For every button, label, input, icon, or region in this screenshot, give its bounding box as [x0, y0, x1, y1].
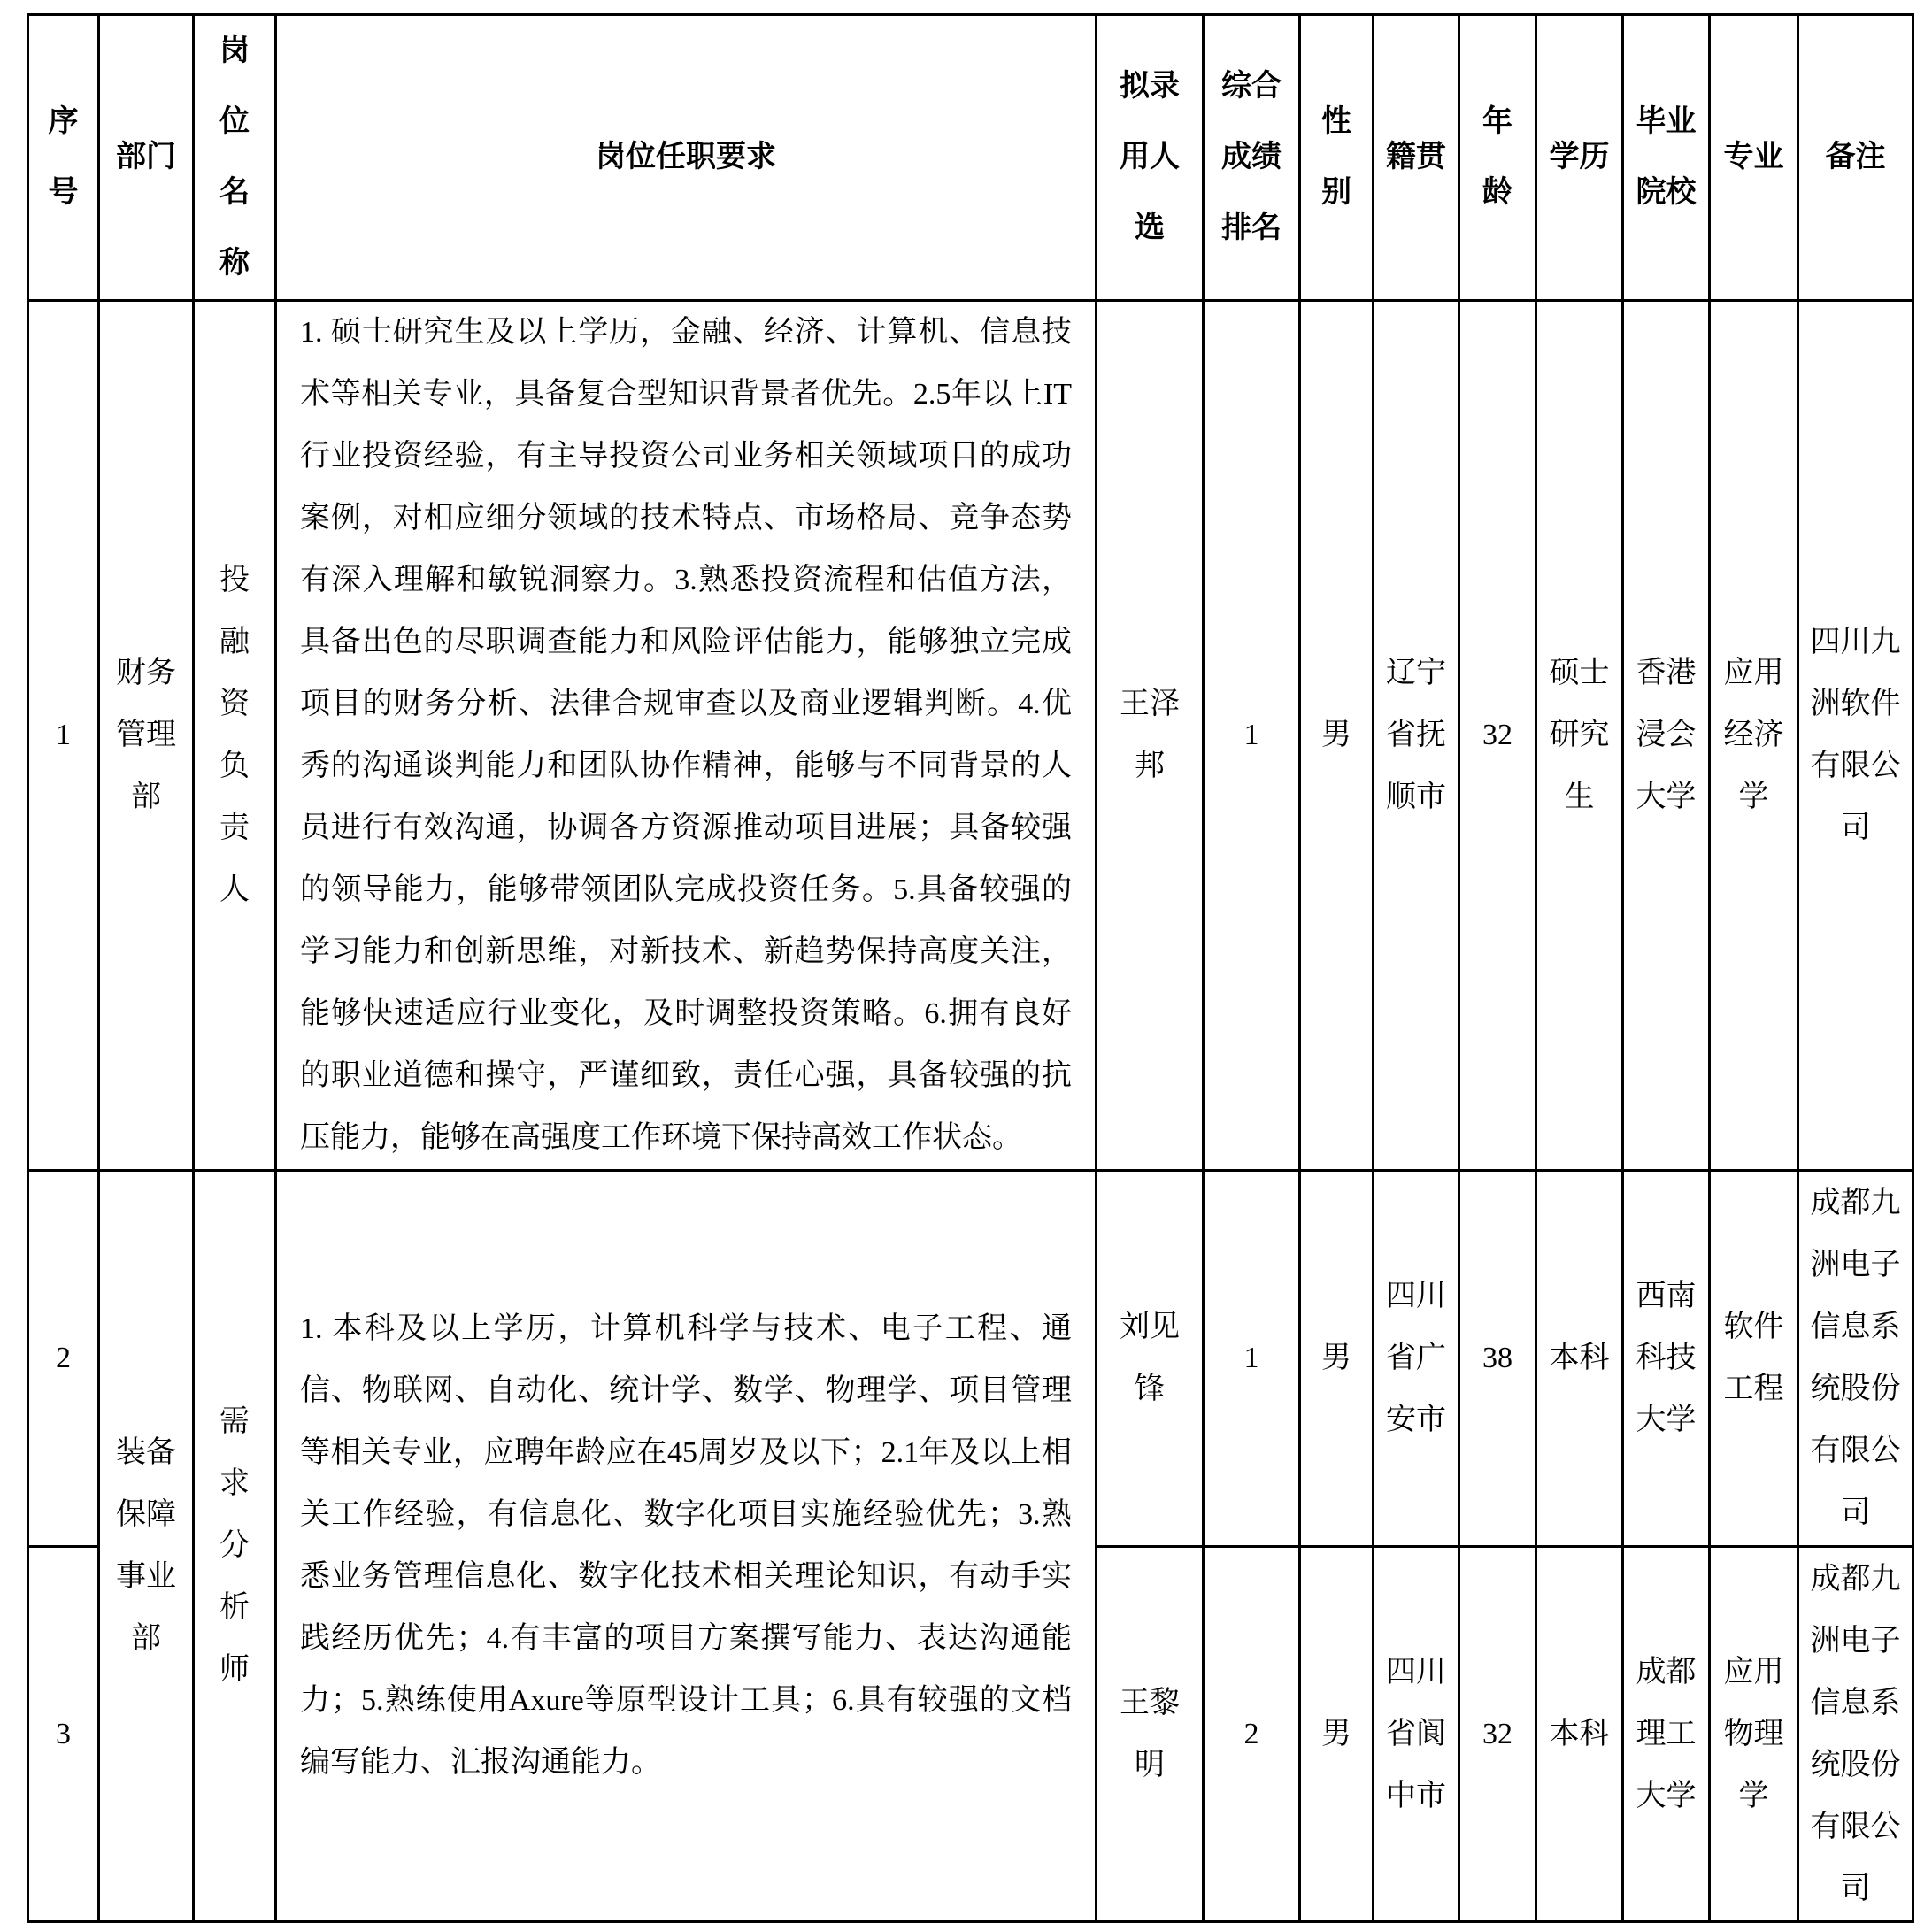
- row2-hometown-cell: 四川省广安市: [1374, 1171, 1459, 1547]
- header-hometown: 籍贯: [1374, 15, 1459, 301]
- row1-candidate-cell: 王泽邦: [1097, 301, 1204, 1171]
- row1-age-cell: 32: [1459, 301, 1536, 1171]
- row2-3-position-cell: 需求分析师: [194, 1171, 276, 1922]
- row2-major-cell: 软件工程: [1710, 1171, 1798, 1547]
- table-row-1: [28, 301, 1913, 1171]
- row1-note-cell: 四川九洲软件有限公司: [1798, 301, 1913, 1171]
- row1-position-cell: 投融资负责人: [194, 301, 276, 1171]
- header-position: 岗位名称: [194, 15, 276, 301]
- row1-rank-cell: 1: [1204, 301, 1300, 1171]
- row2-seq-cell: 2: [28, 1171, 99, 1547]
- row3-note-cell: 成都九洲电子信息系统股份有限公司: [1798, 1547, 1913, 1922]
- header-seq: 序号: [28, 15, 99, 301]
- row1-hometown-cell: 辽宁省抚顺市: [1374, 301, 1459, 1171]
- row3-age-cell: 32: [1459, 1547, 1536, 1922]
- table-row-2: [28, 1171, 1913, 1547]
- row1-gender-cell: 男: [1300, 301, 1374, 1171]
- row2-note-cell: 成都九洲电子信息系统股份有限公司: [1798, 1171, 1913, 1547]
- header-candidate: 拟录用人选: [1097, 15, 1204, 301]
- row2-school-cell: 西南科技大学: [1623, 1171, 1710, 1547]
- row3-seq-cell: 3: [28, 1547, 99, 1922]
- header-requirements: 岗位任职要求: [276, 15, 1097, 301]
- row2-education-cell: 本科: [1536, 1171, 1623, 1547]
- row3-education-cell: 本科: [1536, 1547, 1623, 1922]
- row2-3-department-cell: 装备保障事业部: [99, 1171, 194, 1922]
- header-major: 专业: [1710, 15, 1798, 301]
- row3-school-cell: 成都理工大学: [1623, 1547, 1710, 1922]
- row3-hometown-cell: 四川省阆中市: [1374, 1547, 1459, 1922]
- row1-major-cell: 应用经济学: [1710, 301, 1798, 1171]
- row3-rank-cell: 2: [1204, 1547, 1300, 1922]
- row3-gender-cell: 男: [1300, 1547, 1374, 1922]
- row1-requirements-cell: 1. 硕士研究生及以上学历，金融、经济、计算机、信息技术等相关专业，具备复合型知识背景者优先。2.5年以上IT行业投资经验，有主导投资公司业务相关领域项目的成功案例，对相应细分领域的技术特点、市场格局、竞争态势有深入理解和敏锐洞察力。3.熟悉投资流程和估值方法，具备出色的尽职调查能力和风险评估能力，能够独立完成项目的财务分析、法律合规审查以及商业逻辑判断。4.优秀的沟通谈判能力和团队协作精神，能够与不同背景的人员进行有效沟通，协调各方资源推动项目进展；具备较强的领导能力，能够带领团队完成投资任务。5.具备较强的学习能力和创新思维，对新技术、新趋势保持高度关注，能够快速适应行业变化，及时调整投资策略。6.拥有良好的职业道德和操守，严谨细致，责任心强，具备较强的抗压能力，能够在高强度工作环境下保持高效工作状态。: [276, 301, 1097, 1171]
- header-department: 部门: [99, 15, 194, 301]
- header-rank: 综合成绩排名: [1204, 15, 1300, 301]
- row2-candidate-cell: 刘见锋: [1097, 1171, 1204, 1547]
- row2-rank-cell: 1: [1204, 1171, 1300, 1547]
- header-age: 年龄: [1459, 15, 1536, 301]
- header-education: 学历: [1536, 15, 1623, 301]
- row2-gender-cell: 男: [1300, 1171, 1374, 1547]
- row1-department-cell: 财务管理部: [99, 301, 194, 1171]
- row1-school-cell: 香港浸会大学: [1623, 301, 1710, 1171]
- header-school: 毕业院校: [1623, 15, 1710, 301]
- row3-candidate-cell: 王黎明: [1097, 1547, 1204, 1922]
- header-note: 备注: [1798, 15, 1913, 301]
- recruitment-table: [27, 13, 1914, 1923]
- row2-age-cell: 38: [1459, 1171, 1536, 1547]
- header-gender: 性别: [1300, 15, 1374, 301]
- header-row: [28, 15, 1913, 301]
- row2-3-requirements-cell: 1. 本科及以上学历，计算机科学与技术、电子工程、通信、物联网、自动化、统计学、数学、物理学、项目管理等相关专业，应聘年龄应在45周岁及以下；2.1年及以上相关工作经验，有信息化、数字化项目实施经验优先；3.熟悉业务管理信息化、数字化技术相关理论知识，有动手实践经历优先；4.有丰富的项目方案撰写能力、表达沟通能力；5.熟练使用Axure等原型设计工具；6.具有较强的文档编写能力、汇报沟通能力。: [276, 1171, 1097, 1922]
- row1-education-cell: 硕士研究生: [1536, 301, 1623, 1171]
- row3-major-cell: 应用物理学: [1710, 1547, 1798, 1922]
- row1-seq-cell: 1: [28, 301, 99, 1171]
